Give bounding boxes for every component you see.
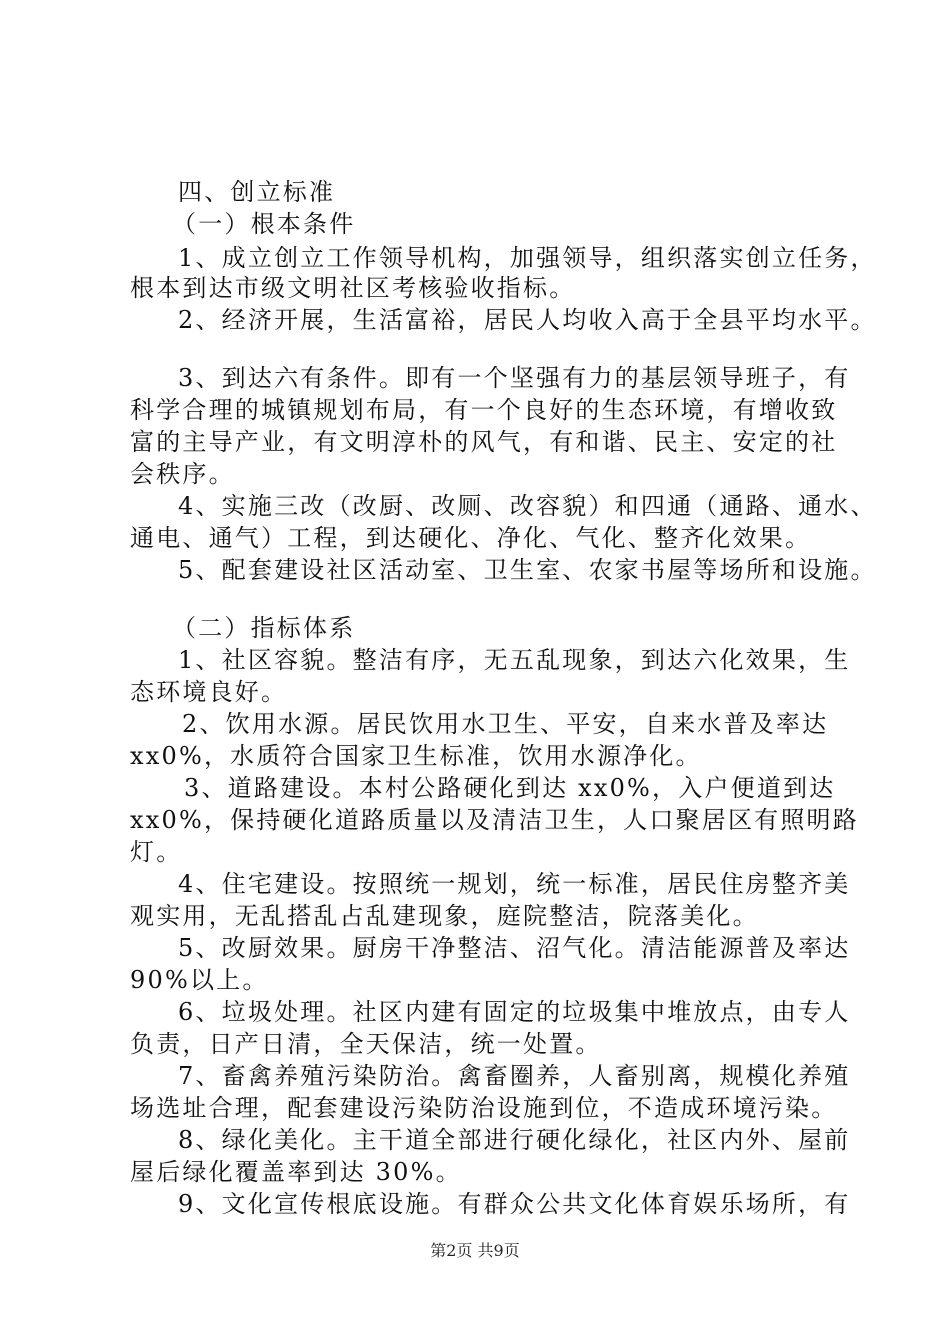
subsection-heading: （一）根本条件	[172, 210, 356, 238]
paragraph-line: 场选址合理，配套建设污染防治设施到位，不造成环境污染。	[130, 1094, 838, 1122]
paragraph-line: 富的主导产业，有文明淳朴的风气，有和谐、民主、安定的社	[130, 428, 838, 456]
paragraph-line: 6、垃圾处理。社区内建有固定的垃圾集中堆放点，由专人	[178, 998, 851, 1026]
paragraph-line: 2、饮用水源。居民饮用水卫生、平安，自来水普及率达	[182, 710, 829, 738]
paragraph-line: 90%以上。	[130, 966, 269, 994]
paragraph-line: 9、文化宣传根底设施。有群众公共文化体育娱乐场所，有	[178, 1190, 851, 1218]
paragraph-line: 观实用，无乱搭乱占乱建现象，庭院整洁，院落美化。	[130, 902, 759, 930]
page-footer: 第2页 共9页	[430, 1241, 520, 1260]
section-heading: 四、创立标准	[178, 178, 336, 206]
paragraph-line: 屋后绿化覆盖率到达 30%。	[130, 1158, 462, 1186]
paragraph-line: 负责，日产日清，全天保洁，统一处置。	[130, 1030, 602, 1058]
subsection-heading: （二）指标体系	[172, 614, 356, 642]
paragraph-line: 1、成立创立工作领导机构，加强领导，组织落实创立任务，	[178, 244, 877, 272]
paragraph-line: 会秩序。	[130, 460, 235, 488]
paragraph-line: 1、社区容貌。整洁有序，无五乱现象，到达六化效果，生	[178, 646, 851, 674]
paragraph-line: 5、改厨效果。厨房干净整洁、沼气化。清洁能源普及率达	[178, 934, 851, 962]
paragraph-line: 4、实施三改（改厨、改厕、改容貌）和四通（通路、通水、	[178, 492, 877, 520]
paragraph-line: 8、绿化美化。主干道全部进行硬化绿化，社区内外、屋前	[178, 1126, 851, 1154]
paragraph-line: 通电、通气）工程，到达硬化、净化、气化、整齐化效果。	[130, 524, 812, 552]
paragraph-line: 态环境良好。	[130, 678, 288, 706]
paragraph-line: xx0%，保持硬化道路质量以及清洁卫生，人口聚居区有照明路	[130, 806, 859, 834]
paragraph-line: 7、畜禽养殖污染防治。禽畜圈养，人畜别离，规模化养殖	[178, 1062, 851, 1090]
paragraph-line: 3、道路建设。本村公路硬化到达 xx0%，入户便道到达	[184, 774, 836, 802]
paragraph-line: 2、经济开展，生活富裕，居民人均收入高于全县平均水平。	[178, 306, 877, 334]
paragraph-line: 4、住宅建设。按照统一规划，统一标准，居民住房整齐美	[178, 870, 851, 898]
paragraph-line: xx0%，水质符合国家卫生标准，饮用水源净化。	[130, 742, 702, 770]
paragraph-line: 科学合理的城镇规划布局，有一个良好的生态环境，有增收致	[130, 396, 838, 424]
paragraph-line: 3、到达六有条件。即有一个坚强有力的基层领导班子，有	[178, 364, 851, 392]
paragraph-line: 根本到达市级文明社区考核验收指标。	[130, 274, 576, 302]
paragraph-line: 5、配套建设社区活动室、卫生室、农家书屋等场所和设施。	[178, 556, 877, 584]
paragraph-line: 灯。	[130, 838, 183, 866]
